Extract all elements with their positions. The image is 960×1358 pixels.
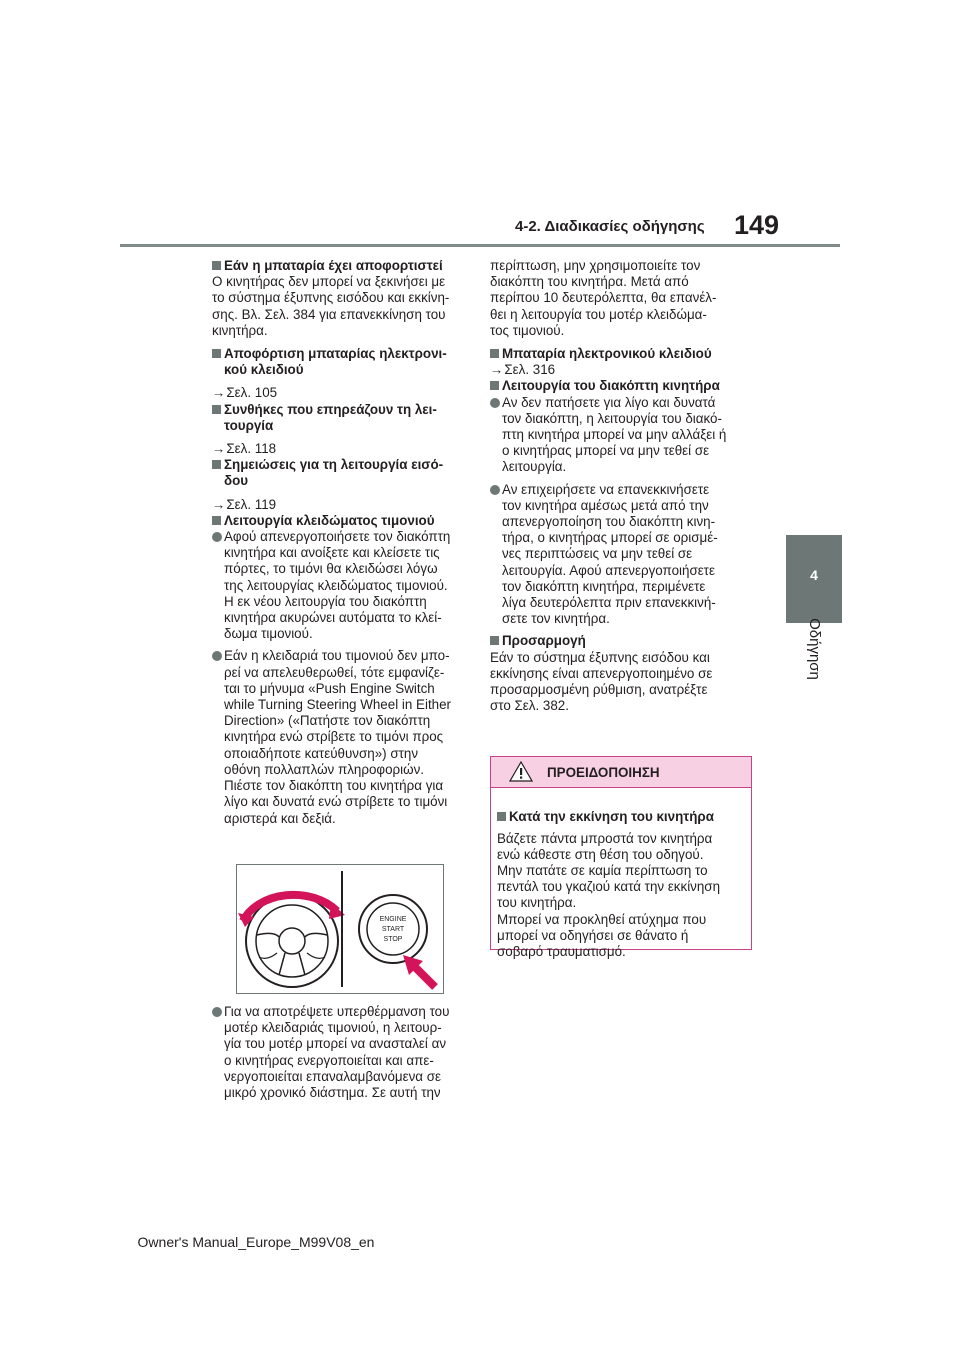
text-line: τον κινητήρα αμέσως μετά από την — [502, 497, 709, 513]
text-line: απενεργοποίηση του διακόπτη κινη- — [502, 514, 716, 530]
chapter-title: Οδήγηση — [806, 618, 823, 680]
text-line: Η εκ νέου λειτουργία του διακόπτη — [224, 593, 427, 609]
text-line: μοτέρ κλειδαριάς τιμονιού, η λειτουρ- — [224, 1020, 442, 1036]
text-line: εκκίνησης είναι απενεργοποιημένο σε — [490, 665, 713, 681]
button-label-line: ENGINE — [379, 916, 407, 923]
section-heading — [212, 402, 472, 434]
text-line: οθόνη πολλαπλών πληροφοριών. — [224, 761, 425, 777]
text-line: κινητήρα. — [212, 322, 268, 338]
text-line: λίγο και δυνατά ενώ στρίβετε το τιμόνι — [224, 794, 448, 810]
warning-heading: Κατά την εκκίνηση του κινητήρα — [497, 809, 743, 825]
text-line: μικρό χρονικό διάστημα. Σε αυτή την — [224, 1085, 441, 1101]
text-line: Αν επιχειρήσετε να επανεκκινήσετε — [502, 481, 710, 497]
button-label-line: STOP — [383, 936, 403, 943]
text-line: Μπορεί να προκληθεί ατύχημα που — [497, 911, 707, 927]
text-line: νες περιπτώσεις να μην τεθεί σε — [502, 546, 693, 562]
footer-text: Owner's Manual_Europe_M99V08_en — [137, 1234, 375, 1250]
text-line: περίπου 10 δευτερόλεπτα, θα επανέλ- — [490, 290, 717, 306]
arrow-right-icon: → — [490, 362, 504, 378]
heading-line: κού κλειδιού — [224, 362, 304, 378]
text-line: τήρα, ο κινητήρας μπορεί σε ορισμέ- — [502, 530, 718, 546]
reference-text: Σελ. 316 — [504, 362, 556, 378]
text-line: γία του μοτέρ μπορεί να ανασταλεί αν — [224, 1036, 447, 1052]
bullet-item — [212, 529, 472, 642]
text-line: Πιέστε τον διακόπτη του κινητήρα για — [224, 778, 444, 794]
bullet-dot-icon — [212, 532, 222, 542]
left-column-lower — [212, 1004, 472, 1107]
text-line: δωμα τιμονιού. — [224, 626, 313, 642]
text-line: αριστερά και δεξιά. — [224, 810, 336, 826]
text-line: θει η λειτουργία του μοτέρ κλειδώμα- — [490, 306, 707, 322]
button-label-line: START — [381, 926, 405, 933]
page-reference[interactable] — [212, 441, 472, 457]
footer — [0, 1234, 512, 1250]
arrow-right-icon: → — [212, 496, 226, 512]
text-line: ται το μήνυμα «Push Engine Switch — [224, 680, 435, 696]
bullet-dot-icon — [212, 1007, 222, 1017]
text-line: προσαρμοσμένη ρύθμιση, ανατρέξτε — [490, 682, 708, 698]
text-line: λίγα δευτερόλεπτα πριν επανεκκινή- — [502, 595, 716, 611]
text-line: το σύστημα έξυπνης εισόδου και εκκίνη- — [212, 290, 450, 306]
steering-wheel-icon — [246, 895, 338, 987]
text-line: ο κινητήρας μπορεί να μην τεθεί σε — [502, 443, 710, 459]
text-line: λειτουργία. Αφού απενεργοποιήσετε — [502, 562, 715, 578]
chapter-number: 4 — [810, 567, 818, 583]
text-line: νεργοποιείται επαναλαμβανόμενα σε — [224, 1068, 441, 1084]
page-reference[interactable] — [212, 497, 472, 513]
text-line: οποιαδήποτε κατεύθυνση») στην — [224, 745, 419, 761]
text-line: πτη κινητήρα μπορεί να μην αλλάξει ή — [502, 427, 727, 443]
text-line: τος τιμονιού. — [490, 322, 565, 338]
text-line: κινητήρα ενώ στρίβετε το τιμόνι προς — [224, 729, 444, 745]
section-heading — [212, 457, 472, 489]
engine-start-button-icon — [359, 895, 427, 963]
heading-line: δου — [224, 473, 249, 489]
text-line: στο Σελ. 382. — [490, 698, 569, 714]
warning-box — [490, 756, 752, 960]
text-line: λειτουργία. — [502, 459, 567, 475]
section-title: 4-2. Διαδικασίες οδήγησης — [515, 218, 705, 235]
text-line: Αν δεν πατήσετε για λίγο και δυνατά — [502, 394, 716, 410]
text-line: σετε τον κινητήρα. — [502, 611, 610, 627]
text-line: Εάν η κλειδαριά του τιμονιού δεν μπο- — [224, 648, 450, 664]
paragraph — [212, 274, 472, 339]
text-line: κινητήρα και ανοίξετε και κλείσετε τις — [224, 545, 440, 561]
reference-text: Σελ. 119 — [226, 496, 277, 512]
right-column — [490, 258, 750, 721]
heading-line: Αποφόρτιση μπαταρίας ηλεκτρονι- — [224, 346, 447, 362]
reference-text: Σελ. 118 — [226, 441, 277, 457]
text-line: while Turning Steering Wheel in Either — [224, 697, 452, 713]
arrow-right-icon: → — [212, 385, 226, 401]
section-heading: Προσαρμογή — [490, 633, 750, 649]
heading-line: Συνθήκες που επηρεάζουν τη λει- — [224, 401, 437, 417]
figure-illustration — [237, 865, 443, 993]
text-line: Ο κινητήρας δεν μπορεί να ξεκινήσει με — [212, 274, 446, 290]
warning-body — [491, 788, 751, 960]
paragraph — [490, 650, 750, 715]
text-line: διακόπτη του κινητήρα. Μετά από — [490, 274, 689, 290]
text-line: Βάζετε πάντα μπροστά τον κινητήρα — [497, 830, 713, 846]
text-line: Μην πατάτε σε καμία περίπτωση το — [497, 863, 708, 878]
text-line: πεντάλ του γκαζιού κατά την εκκίνηση — [497, 879, 721, 895]
text-line: τον διακόπτη κινητήρα, περιμένετε — [502, 578, 706, 594]
paragraph — [490, 258, 750, 339]
text-line: κινητήρα ακυρώνει αυτόματα το κλεί- — [224, 610, 442, 626]
text-line: Για να αποτρέψετε υπερθέρμανση του — [224, 1004, 450, 1019]
steering-lock-figure — [236, 864, 444, 994]
page-reference[interactable] — [212, 385, 472, 401]
left-column — [212, 258, 472, 833]
page-number: 149 — [734, 210, 780, 240]
page-reference[interactable] — [490, 362, 750, 378]
bullet-item — [490, 395, 750, 476]
bullet-dot-icon — [490, 485, 500, 495]
text-line: ενώ κάθεστε στη θέση του οδηγού. — [497, 846, 704, 862]
text-line: πόρτες, το τιμόνι θα κλειδώσει λόγω — [224, 561, 438, 577]
text-line: Εάν το σύστημα έξυπνης εισόδου και — [490, 649, 710, 665]
press-arrow-icon — [403, 955, 435, 987]
text-line: ο κινητήρας ενεργοποιείται και απε- — [224, 1052, 434, 1068]
text-line: της λειτουργίας κλειδώματος τιμονιού. — [224, 577, 448, 593]
warning-header — [491, 757, 751, 788]
bullet-dot-icon — [212, 651, 222, 661]
heading-line: τουργία — [224, 417, 274, 433]
section-heading: Λειτουργία του διακόπτη κινητήρα — [490, 378, 750, 394]
text-line: Direction» («Πατήστε τον διακόπτη — [224, 713, 431, 729]
text-line: τον διακόπτη, η λειτουργία του διακό- — [502, 410, 722, 426]
section-heading — [212, 346, 472, 378]
bullet-item — [490, 482, 750, 628]
text-line: περίπτωση, μην χρησιμοποιείτε τον — [490, 258, 701, 273]
header-rule — [120, 244, 840, 247]
warning-triangle-icon — [509, 761, 533, 782]
section-heading: Λειτουργία κλειδώματος τιμονιού — [212, 513, 472, 529]
arrow-right-icon: → — [212, 441, 226, 457]
bullet-item — [212, 1004, 472, 1101]
reference-text: Σελ. 105 — [226, 385, 278, 401]
text-line: σης. Βλ. Σελ. 384 για επανεκκίνηση του — [212, 306, 446, 322]
heading-line: Σημειώσεις για τη λειτουργία εισό- — [224, 457, 444, 473]
text-line: Αφού απενεργοποιήσετε τον διακόπτη — [224, 529, 451, 545]
section-heading: Μπαταρία ηλεκτρονικού κλειδιού — [490, 346, 750, 362]
text-line: σοβαρό τραυματισμό. — [497, 944, 626, 960]
section-heading: Εάν η μπαταρία έχει αποφορτιστεί — [212, 258, 472, 274]
text-line: μπορεί να οδηγήσει σε θάνατο ή — [497, 927, 689, 943]
bullet-item — [212, 648, 472, 826]
bullet-dot-icon — [490, 398, 500, 408]
text-line: του κινητήρα. — [497, 895, 577, 911]
warning-title: ΠΡΟΕΙΔΟΠΟΙΗΣΗ — [547, 765, 660, 780]
text-line: ρεί να απελευθερωθεί, τότε εμφανίζε- — [224, 664, 445, 680]
